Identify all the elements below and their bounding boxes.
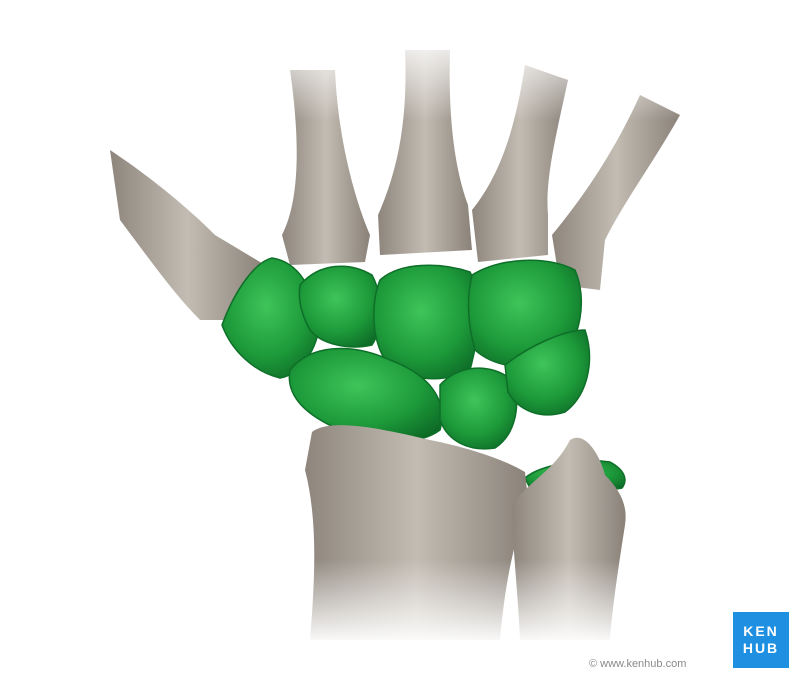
lunate bbox=[440, 368, 517, 449]
copyright-text: © www.kenhub.com bbox=[589, 658, 687, 670]
metacarpal-little bbox=[552, 95, 680, 290]
kenhub-logo bbox=[733, 612, 789, 668]
logo-line-hub: HUB bbox=[742, 640, 780, 656]
logo-line-ken: KEN bbox=[743, 623, 779, 639]
forearm-bones bbox=[280, 425, 640, 645]
